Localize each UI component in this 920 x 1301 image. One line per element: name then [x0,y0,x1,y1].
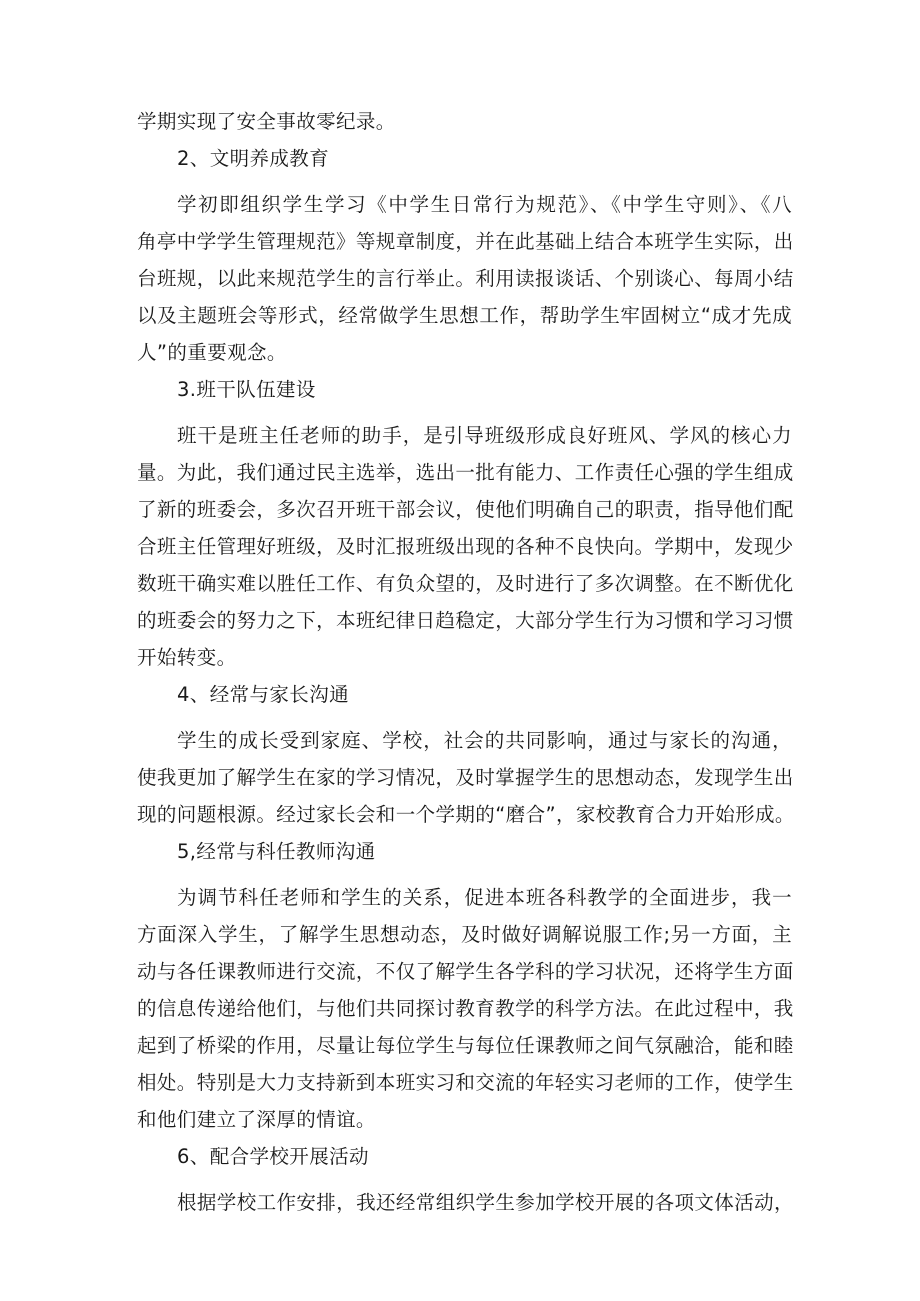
text-line: 根据学校工作安排，我还经常组织学生参加学校开展的各项文体活动， [177,1191,794,1214]
text-line: 台班规，以此来规范学生的言行举止。利用读报谈话、个别谈心、每周小结 [137,267,794,290]
text-line: 以及主题班会等形式，经常做学生思想工作，帮助学生牢固树立“成才先成 [137,304,792,327]
paragraph-gap [137,177,792,186]
text-line: 4、经常与家长沟通 [177,683,350,706]
text-line: 的信息传递给他们，与他们共同探讨教育教学的科学方法。在此过程中，我 [137,997,794,1020]
text-line: 的班委会的努力之下，本班纪律日趋稳定，大部分学生行为习惯和学习习惯 [137,609,794,632]
text-line: 3.班干队伍建设 [177,378,316,401]
text-line: 了新的班委会，多次召开班干部会议，使他们明确自己的职责，指导他们配 [137,498,794,521]
text-line: 量。为此，我们通过民主选举，选出一批有能力、工作责任心强的学生组成 [137,461,794,484]
text-line: 起到了桥梁的作用，尽量让每位学生与每位任课教师之间气氛融洽，能和睦 [137,1034,794,1057]
text-line: 使我更加了解学生在家的学习情况，及时掌握学生的思想动态，发现学生出 [137,766,794,789]
text-line: 相处。特别是大力支持新到本班实习和交流的年轻实习老师的工作，使学生 [137,1071,794,1094]
text-line: 2、文明养成教育 [177,147,330,170]
text-line: 现的问题根源。经过家长会和一个学期的“磨合”，家校教育合力开始形成。 [137,803,795,826]
document-body [137,103,795,1221]
text-line: 学生的成长受到家庭、学校，社会的共同影响，通过与家长的沟通， [177,729,792,752]
paragraph-gap [137,1175,792,1184]
text-line: 和他们建立了深厚的情谊。 [137,1108,376,1131]
text-line: 人”的重要观念。 [137,341,287,364]
paragraph-gap [137,870,792,879]
text-line: 合班主任管理好班级，及时汇报班级出现的各种不良快向。学期中，发现少 [137,535,794,558]
text-line: 开始转变。 [137,646,237,669]
text-line: 方面深入学生，了解学生思想动态，及时做好调解说服工作;另一方面，主 [137,923,792,946]
text-line: 数班干确实难以胜任工作、有负众望的，及时进行了多次调整。在不断优化 [137,572,794,595]
text-line: 班干是班主任老师的助手，是引导班级形成良好班风、学风的核心力 [177,424,792,447]
paragraph-gap [137,713,792,722]
text-line: 5,经常与科任教师沟通 [177,840,376,863]
text-line: 6、配合学校开展活动 [177,1145,369,1168]
text-line: 学初即组织学生学习《中学生日常行为规范》、《中学生守则》、《八 [177,193,792,216]
text-line: 角亭中学学生管理规范》等规章制度，并在此基础上结合本班学生实际，出 [137,230,794,253]
text-line: 动与各任课教师进行交流，不仅了解学生各学科的学习状况，还将学生方面 [137,960,794,983]
paragraph-gap [137,408,792,417]
text-line: 为调节科任老师和学生的关系，促进本班各科教学的全面进步，我一 [177,886,792,909]
text-line: 学期实现了安全事故零纪录。 [137,110,396,133]
